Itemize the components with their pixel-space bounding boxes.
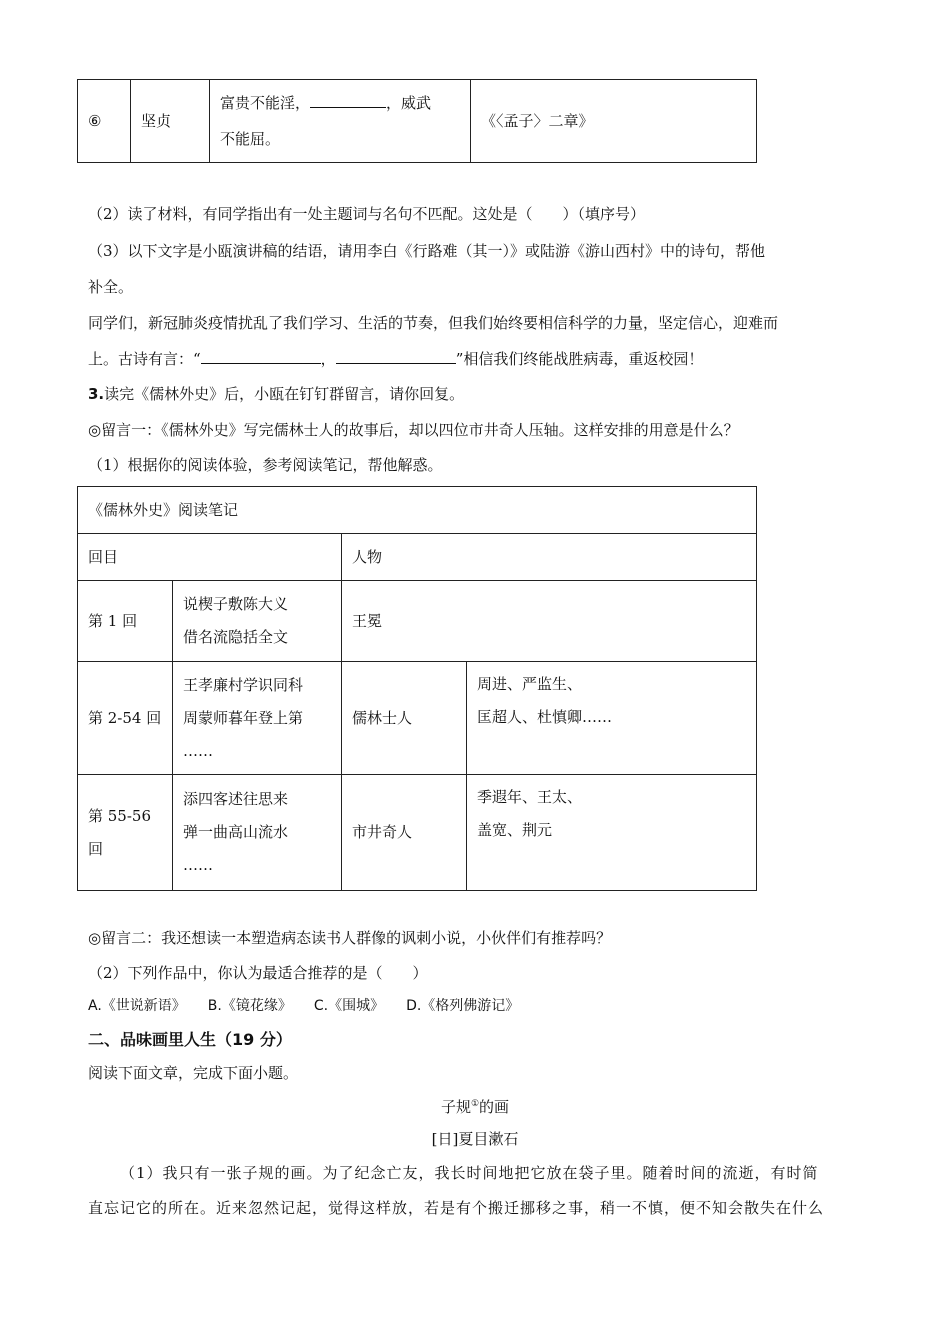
quote-line2: 不能屈。 bbox=[220, 130, 281, 148]
reading-notes-table bbox=[77, 486, 757, 891]
chapter-title: 说楔子敷陈大义 bbox=[183, 595, 289, 613]
chapter-title-cell bbox=[173, 775, 342, 891]
article-title-text: 子规 bbox=[440, 1098, 471, 1116]
chapter-title: 借名流隐括全文 bbox=[183, 628, 289, 646]
theme-table bbox=[77, 79, 757, 163]
speech-before: 上。古诗有言：“ bbox=[88, 350, 201, 368]
theme-word: 坚贞 bbox=[131, 80, 210, 163]
table-row bbox=[78, 581, 757, 662]
poem-blank-1[interactable] bbox=[201, 347, 321, 364]
chapter-title: 弹一曲高山流水 bbox=[183, 823, 289, 841]
header-people: 人物 bbox=[342, 534, 757, 581]
speech-line1: 同学们，新冠肺炎疫情扰乱了我们学习、生活的节奏，但我们始终要相信科学的力量，坚定信心，迎难而 bbox=[88, 314, 779, 332]
message-1: ◎留言一：《儒林外史》写完儒林士人的故事后，却以四位市井奇人压轴。这样安排的用意是什么？ bbox=[88, 421, 739, 439]
names-line: 匡超人、杜慎卿…… bbox=[477, 708, 613, 726]
speech-comma: ， bbox=[320, 350, 336, 368]
quote-after: ，威武 bbox=[386, 94, 432, 112]
article-paragraph-1-line1: （1）我只有一张子规的画。为了纪念亡友，我长时间地把它放在袋子里。随着时间的流逝，有时简 bbox=[120, 1164, 819, 1182]
chapter-title: 王孝廉村学识同科 bbox=[183, 675, 304, 694]
chapter-title-cell bbox=[173, 662, 342, 775]
person-cell: 王冕 bbox=[342, 581, 757, 662]
header-chapter: 回目 bbox=[78, 534, 342, 581]
names-line: 盖宽、荆元 bbox=[477, 821, 553, 839]
source-cell: 《〈孟子〉二章》 bbox=[471, 80, 757, 163]
person-type-cell: 市井奇人 bbox=[342, 775, 467, 891]
quote-cell bbox=[210, 80, 471, 163]
footnote-marker: ① bbox=[470, 1099, 480, 1109]
chapter-cell: 第 1 回 bbox=[78, 581, 173, 662]
option-c[interactable]: C.《围城》 bbox=[313, 998, 385, 1014]
chapter-title-cell bbox=[173, 581, 342, 662]
person-type-cell: 儒林士人 bbox=[342, 662, 467, 775]
chapter-title: 添四客述往思来 bbox=[183, 790, 289, 808]
chapter-title: 周蒙师暮年登上第 bbox=[183, 708, 304, 727]
chapter-cell bbox=[78, 775, 173, 891]
quote-before: 富贵不能淫， bbox=[220, 94, 311, 112]
table-row bbox=[78, 534, 757, 581]
row-number: ⑥ bbox=[78, 80, 131, 163]
question-3-line2: 补全。 bbox=[88, 278, 134, 296]
question-3-title bbox=[88, 383, 464, 404]
message-1-question: （1）根据你的阅读体验，参考阅读笔记，帮他解惑。 bbox=[88, 456, 443, 474]
chapter-line: 第 55-56 bbox=[88, 806, 152, 825]
article-title bbox=[0, 1096, 950, 1117]
instruction: 阅读下面文章，完成下面小题。 bbox=[88, 1064, 299, 1082]
question-text: 读完《儒林外史》后，小瓯在钉钉群留言，请你回复。 bbox=[104, 385, 465, 403]
chapter-title: …… bbox=[183, 856, 213, 874]
chapter-cell: 第 2-54 回 bbox=[78, 662, 173, 775]
message-2-question: （2）下列作品中，你认为最适合推荐的是（ ） bbox=[88, 964, 428, 982]
table-row bbox=[78, 662, 757, 775]
chapter-title: …… bbox=[183, 741, 213, 760]
poem-blank-2[interactable] bbox=[336, 347, 456, 364]
section-2-heading: 二、品味画里人生（19 分） bbox=[88, 1030, 292, 1049]
message-2: ◎留言二：我还想读一本塑造病态读书人群像的讽刺小说，小伙伴们有推荐吗？ bbox=[88, 929, 612, 947]
fill-blank[interactable] bbox=[310, 91, 386, 108]
option-d[interactable]: D.《格列佛游记》 bbox=[406, 998, 520, 1014]
options-row bbox=[88, 995, 519, 1015]
names-cell bbox=[467, 775, 757, 891]
question-3-line1: （3）以下文字是小瓯演讲稿的结语，请用李白《行路难（其一）》或陆游《游山西村》中的诗句，帮他 bbox=[88, 242, 766, 260]
speech-after: ”相信我们终能战胜病毒，重返校园！ bbox=[455, 350, 704, 368]
option-a[interactable]: A.《世说新语》 bbox=[88, 998, 186, 1014]
names-cell bbox=[467, 662, 757, 775]
names-line: 季遐年、王太、 bbox=[477, 788, 583, 806]
article-author: [日]夏目漱石 bbox=[431, 1130, 519, 1148]
question-2: （2）读了材料，有同学指出有一处主题词与名句不匹配。这处是（ ）（填序号） bbox=[88, 205, 646, 223]
names-line: 周进、严监生、 bbox=[477, 675, 583, 693]
table-row bbox=[78, 775, 757, 891]
option-b[interactable]: B.《镜花缘》 bbox=[207, 998, 292, 1014]
article-title-text: 的画 bbox=[479, 1098, 510, 1116]
table-row bbox=[78, 80, 757, 163]
article-paragraph-1-line2: 直忘记它的所在。近来忽然记起，觉得这样放，若是有个搬迁挪移之事，稍一不慎，便不知会散失在什么 bbox=[88, 1199, 825, 1217]
speech-line2 bbox=[88, 347, 703, 369]
table-row bbox=[78, 487, 757, 534]
question-number: 3. bbox=[88, 385, 105, 403]
notes-title: 《儒林外史》阅读笔记 bbox=[78, 487, 757, 534]
chapter-line: 回 bbox=[88, 839, 104, 858]
